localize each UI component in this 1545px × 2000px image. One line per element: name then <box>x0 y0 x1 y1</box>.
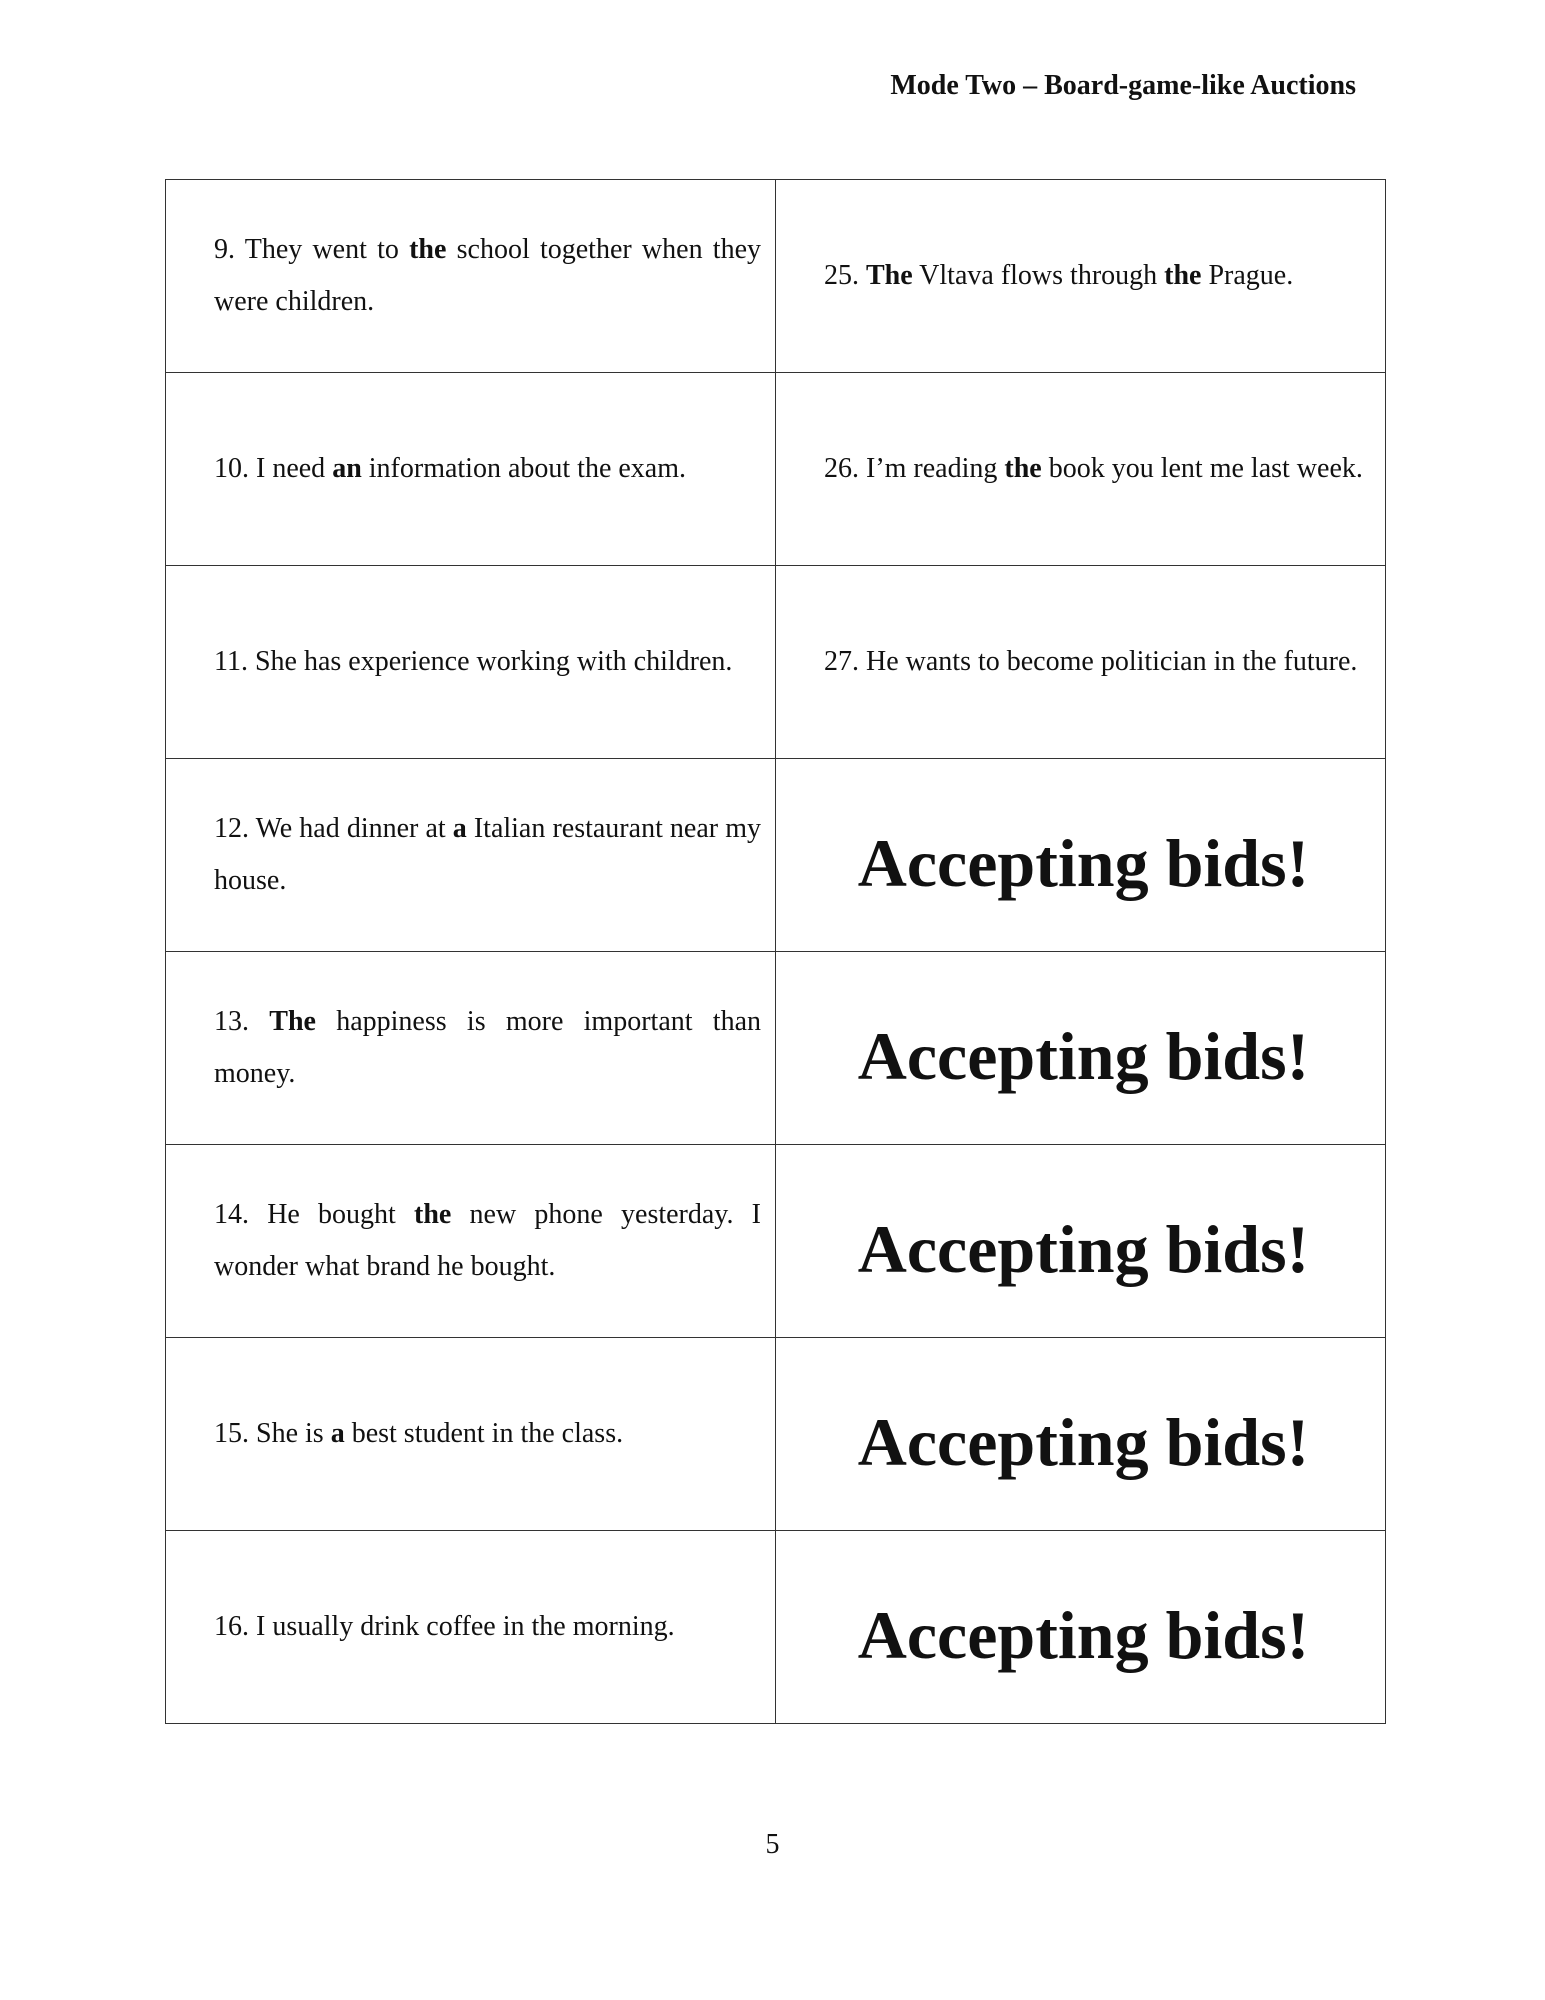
sentence-text: I need <box>256 453 333 484</box>
sentence-text: best student in the class. <box>344 1418 624 1449</box>
card-right <box>776 566 1386 759</box>
sentence-text: Italian restaurant near my house. <box>214 813 761 896</box>
highlighted-article: The <box>269 1006 316 1037</box>
auction-cards-table <box>165 179 1386 1724</box>
page-header-title: Mode Two – Board-game-like Auctions <box>890 70 1356 101</box>
card-sentence <box>214 1601 761 1653</box>
sentence-text: Vltava flows through <box>912 260 1165 291</box>
card-number: 26. <box>824 453 859 484</box>
sentence-text: Prague. <box>1201 260 1294 291</box>
card-row <box>166 566 1386 759</box>
sentence-text: I usually drink coffee in the morning. <box>256 1611 675 1642</box>
accepting-bids-label: Accepting bids! <box>857 824 1310 901</box>
accepting-bids-label: Accepting bids! <box>857 1210 1310 1287</box>
card-left <box>166 180 776 373</box>
card-sentence <box>214 803 761 907</box>
card-row <box>166 1145 1386 1338</box>
card-row <box>166 373 1386 566</box>
card-left <box>166 759 776 952</box>
card-number: 27. <box>824 646 859 677</box>
card-sentence <box>824 636 1371 688</box>
sentence-text: I’m reading <box>866 453 1005 484</box>
card-number: 13. <box>214 1006 249 1037</box>
sentence-text: He bought <box>267 1199 415 1230</box>
card-right <box>776 1145 1386 1338</box>
accepting-bids-label: Accepting bids! <box>857 1017 1310 1094</box>
sentence-text: school together when they were children. <box>214 234 761 317</box>
card-row <box>166 180 1386 373</box>
card-left <box>166 1145 776 1338</box>
card-sentence <box>214 443 761 495</box>
card-right <box>776 373 1386 566</box>
card-number: 15. <box>214 1418 249 1449</box>
card-sentence <box>824 443 1371 495</box>
card-sentence <box>214 224 761 328</box>
sentence-text: information about the exam. <box>361 453 687 484</box>
highlighted-article: a <box>452 813 467 844</box>
card-row <box>166 952 1386 1145</box>
sentence-text: happiness is more important than money. <box>214 1006 761 1089</box>
card-sentence <box>214 636 761 688</box>
card-right <box>776 759 1386 952</box>
sentence-text: She has experience working with children. <box>254 646 733 677</box>
card-row <box>166 1338 1386 1531</box>
card-left <box>166 1338 776 1531</box>
card-sentence <box>214 1408 761 1460</box>
card-number: 25. <box>824 260 859 291</box>
card-sentence <box>824 250 1371 302</box>
card-number: 12. <box>214 813 249 844</box>
sentence-text: They went to <box>244 234 410 265</box>
cards-body <box>166 180 1386 1724</box>
card-left <box>166 1531 776 1724</box>
highlighted-article: The <box>866 260 913 291</box>
card-right <box>776 952 1386 1145</box>
highlighted-article: the <box>414 1199 452 1230</box>
card-left <box>166 373 776 566</box>
accepting-bids-label: Accepting bids! <box>857 1596 1310 1673</box>
card-right <box>776 1338 1386 1531</box>
accepting-bids-label: Accepting bids! <box>857 1403 1310 1480</box>
card-number: 16. <box>214 1611 249 1642</box>
highlighted-article: the <box>1164 260 1202 291</box>
card-row <box>166 759 1386 952</box>
card-right <box>776 1531 1386 1724</box>
highlighted-article: the <box>409 234 447 265</box>
card-left <box>166 952 776 1145</box>
card-right <box>776 180 1386 373</box>
card-left <box>166 566 776 759</box>
sentence-text: He wants to become politician in the future. <box>866 646 1358 677</box>
sentence-text: She is <box>256 1418 331 1449</box>
highlighted-article: the <box>1004 453 1042 484</box>
highlighted-article: an <box>332 453 362 484</box>
highlighted-article: a <box>330 1418 345 1449</box>
card-row <box>166 1531 1386 1724</box>
page-number: 5 <box>765 1829 780 1860</box>
card-number: 11. <box>214 646 248 677</box>
card-number: 14. <box>214 1199 249 1230</box>
card-number: 9. <box>214 234 235 265</box>
sentence-text: We had dinner at <box>255 813 453 844</box>
card-sentence <box>214 996 761 1100</box>
card-number: 10. <box>214 453 249 484</box>
sentence-text: book you lent me last week. <box>1041 453 1363 484</box>
sentence-text: new phone yesterday. I wonder what brand he bought. <box>214 1199 762 1282</box>
card-sentence <box>214 1189 761 1293</box>
